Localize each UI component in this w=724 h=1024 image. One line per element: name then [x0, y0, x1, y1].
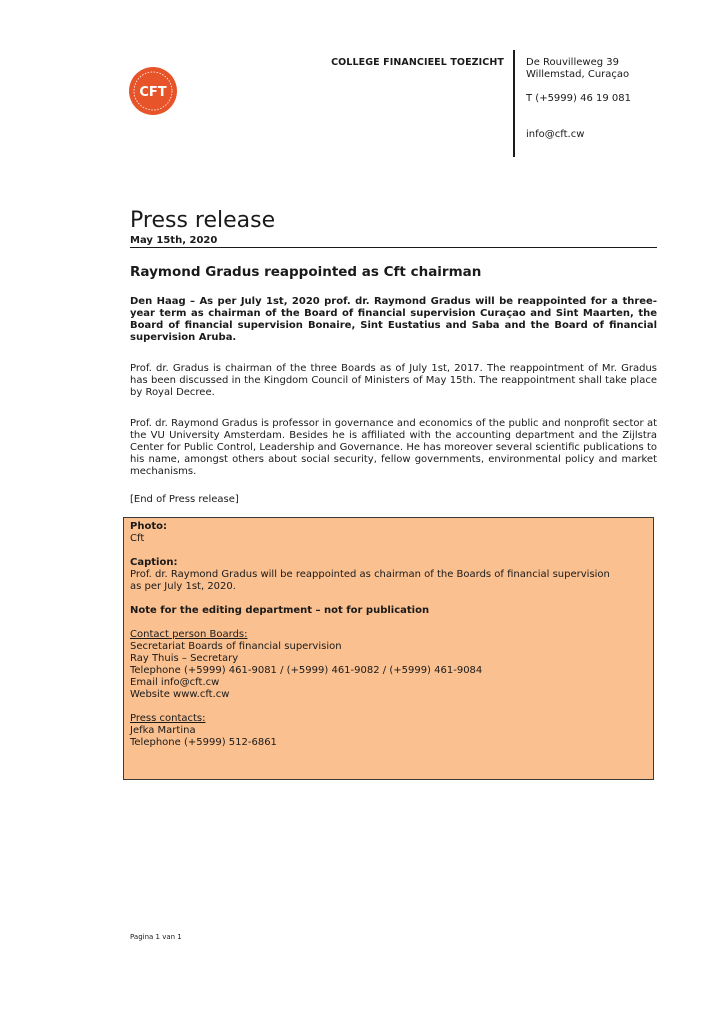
contact-person: Ray Thuis – Secretary	[130, 653, 239, 664]
contact-website: Website www.cft.cw	[130, 689, 230, 700]
paragraph-1: Prof. dr. Gradus is chairman of the three Boards as of July 1st, 2017. The reappointment of Mr. Gradus has been discussed in the Kingdom Council of Ministers of May 15th. The reappointment shall take place by Royal Decree.	[130, 363, 657, 398]
phone: T (+5999) 46 19 081	[526, 93, 631, 104]
spacer	[526, 105, 631, 129]
lead-paragraph: Den Haag – As per July 1st, 2020 prof. dr. Raymond Gradus will be reappointed for a three-year term as chairman of the Board of financial supervision Curaçao and Sint Maarten, the Board of financial supervision Bonaire, Sint Eustatius and Saba and the Board of financial supervision Aruba.	[130, 296, 657, 343]
contact-phone: Telephone (+5999) 461-9081 / (+5999) 461-9082 / (+5999) 461-9084	[130, 665, 483, 676]
contact-label: Contact person Boards:	[130, 629, 248, 640]
press-person: Jefka Martina	[130, 725, 196, 736]
end-marker: [End of Press release]	[130, 494, 239, 505]
paragraph-2: Prof. dr. Raymond Gradus is professor in governance and economics of the public and nonprofit sector at the VU University Amsterdam. Besides he is affiliated with the accounting department and the Zijlstra Center for Public Control, Leadership and Governance. He has moreover several scientific publications to his name, amongst others about social security, fellow governments, environmental policy and market mechanisms.	[130, 418, 657, 477]
photo-label: Photo:	[130, 521, 167, 532]
address-line-1: De Rouvilleweg 39	[526, 57, 619, 68]
svg-text:CFT: CFT	[139, 85, 167, 100]
cft-logo-icon	[128, 66, 178, 116]
caption-label: Caption:	[130, 557, 178, 568]
email: info@cft.cw	[526, 129, 585, 140]
title-rule	[130, 247, 657, 248]
caption-line-1: Prof. dr. Raymond Gradus will be reappointed as chairman of the Boards of financial supervision	[130, 569, 610, 580]
press-label: Press contacts:	[130, 713, 206, 724]
press-phone: Telephone (+5999) 512-6861	[130, 737, 277, 748]
header-divider	[513, 50, 515, 157]
editing-note: Note for the editing department – not for publication	[130, 605, 430, 616]
cft-logo	[128, 66, 178, 116]
release-date: May 15th, 2020	[130, 235, 218, 246]
contact-email: Email info@cft.cw	[130, 677, 220, 688]
page-footer: Pagina 1 van 1	[130, 933, 182, 941]
photo-value: Cft	[130, 533, 145, 544]
organization-name: COLLEGE FINANCIEEL TOEZICHT	[331, 57, 504, 68]
address-line-2: Willemstad, Curaçao	[526, 69, 630, 80]
spacer	[526, 81, 631, 93]
contact-org: Secretariat Boards of financial supervision	[130, 641, 342, 652]
caption-line-2: as per July 1st, 2020.	[130, 581, 236, 592]
info-box	[123, 517, 654, 780]
page-title: Press release	[130, 208, 276, 233]
contact-block	[526, 57, 631, 141]
headline: Raymond Gradus reappointed as Cft chairman	[130, 264, 482, 280]
spacer	[130, 593, 647, 605]
spacer	[130, 617, 647, 629]
spacer	[130, 545, 647, 557]
spacer	[130, 701, 647, 713]
